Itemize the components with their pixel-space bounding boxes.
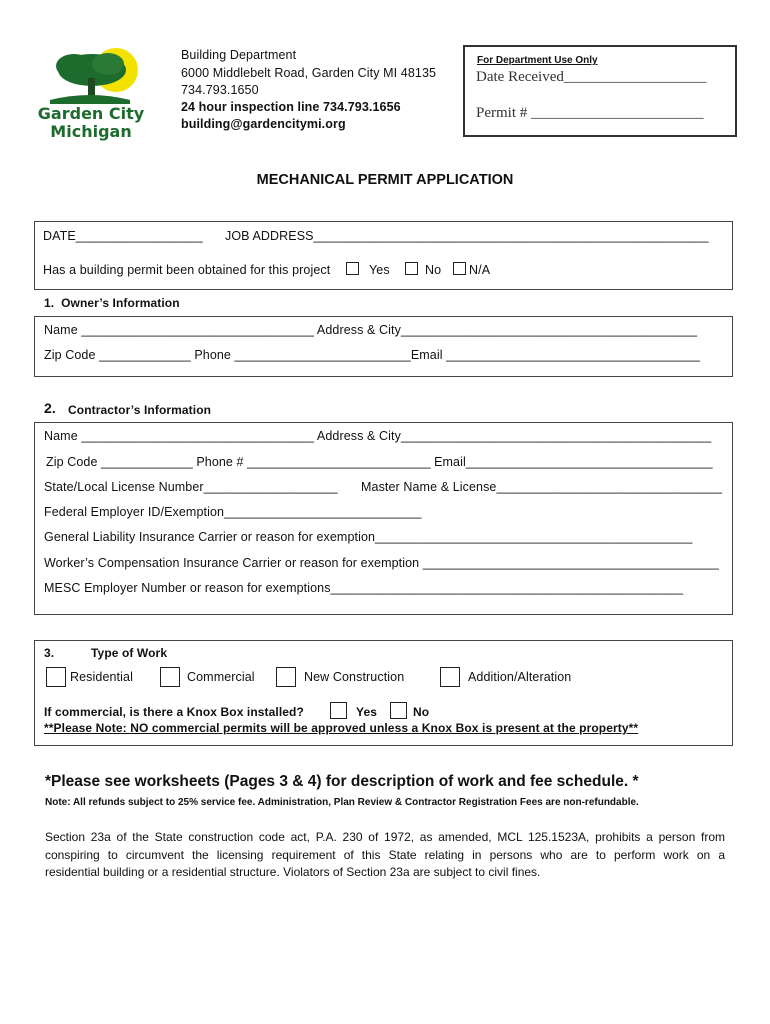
- permit-number-field[interactable]: Permit # _______________________: [476, 105, 704, 121]
- dept-use-title: For Department Use Only: [477, 55, 598, 66]
- work-heading: Type of Work: [91, 646, 168, 660]
- knox-yes-checkbox[interactable]: [330, 702, 347, 719]
- section-23a-line3: residential building or a residential structure. Violators of Section 23a are subject to civil fines.: [45, 865, 541, 879]
- permit-no-label: No: [425, 263, 442, 277]
- knox-no-checkbox[interactable]: [390, 702, 407, 719]
- contractor-name-field[interactable]: Name _________________________________ Address & City____________________________________________: [44, 429, 712, 443]
- garden-city-logo: [30, 46, 150, 144]
- date-field[interactable]: DATE__________________: [43, 229, 203, 243]
- license-number-field[interactable]: State/Local License Number___________________: [44, 480, 338, 494]
- date-received-field[interactable]: Date Received___________________: [476, 69, 707, 85]
- page-title: MECHANICAL PERMIT APPLICATION: [256, 172, 514, 188]
- permit-na-checkbox[interactable]: [453, 262, 466, 275]
- dept-address: 6000 Middlebelt Road, Garden City MI 48135: [181, 66, 437, 80]
- knox-box-note: **Please Note: NO commercial permits will be approved unless a Knox Box is present at the property**: [44, 721, 639, 735]
- knox-yes-label: Yes: [356, 705, 377, 719]
- knox-box-question: If commercial, is there a Knox Box installed?: [44, 705, 304, 719]
- new-construction-checkbox[interactable]: [276, 667, 296, 687]
- tree-sun-icon: [30, 46, 150, 106]
- federal-id-field[interactable]: Federal Employer ID/Exemption____________________________: [44, 505, 422, 519]
- section-23a-paragraph: [45, 829, 725, 882]
- mesc-employer-field[interactable]: MESC Employer Number or reason for exemptions__________________________________________________: [44, 581, 684, 595]
- refund-note: Note: All refunds subject to 25% service fee. Administration, Plan Review & Contractor Registration Fees are non-refundable.: [45, 797, 639, 808]
- commercial-label: Commercial: [187, 670, 255, 684]
- contractor-heading-number: 2.: [44, 400, 56, 416]
- permit-yes-checkbox[interactable]: [346, 262, 359, 275]
- permit-yes-label: Yes: [369, 263, 390, 277]
- commercial-checkbox[interactable]: [160, 667, 180, 687]
- residential-checkbox[interactable]: [46, 667, 66, 687]
- residential-label: Residential: [70, 670, 133, 684]
- logo-text-line1: Garden City: [37, 104, 145, 123]
- permit-no-checkbox[interactable]: [405, 262, 418, 275]
- workers-comp-field[interactable]: Worker’s Compensation Insurance Carrier or reason for exemption __________________________________________: [44, 556, 719, 570]
- dept-name: Building Department: [181, 48, 297, 62]
- dept-email: building@gardencitymi.org: [181, 117, 346, 131]
- work-heading-number: 3.: [44, 646, 55, 660]
- worksheets-note: *Please see worksheets (Pages 3 & 4) for description of work and fee schedule. *: [45, 773, 639, 790]
- owner-heading: 1. Owner’s Information: [44, 296, 180, 310]
- building-permit-question: Has a building permit been obtained for this project: [43, 263, 331, 277]
- owner-name-field[interactable]: Name _________________________________ Address & City__________________________________________: [44, 323, 698, 337]
- section-23a-line2: conspiring to circumvent the licensing requirement of this State relating in persons who are to perform work on a: [45, 847, 725, 862]
- contractor-zip-phone-email-field[interactable]: Zip Code _____________ Phone # __________________________ Email___________________________________: [46, 455, 713, 469]
- liability-insurance-field[interactable]: General Liability Insurance Carrier or reason for exemption_____________________________________________: [44, 530, 693, 544]
- contractor-heading: Contractor’s Information: [68, 403, 212, 417]
- logo-text-line2: Michigan: [50, 122, 132, 141]
- dept-phone: 734.793.1650: [181, 83, 259, 97]
- inspection-line: 24 hour inspection line 734.793.1656: [181, 100, 401, 114]
- new-construction-label: New Construction: [304, 670, 405, 684]
- job-address-field[interactable]: JOB ADDRESS________________________________________________________: [225, 229, 709, 243]
- owner-zip-phone-email-field[interactable]: Zip Code _____________ Phone _________________________Email ____________________________________: [44, 348, 701, 362]
- knox-no-label: No: [413, 705, 430, 719]
- department-use-box: [463, 45, 737, 137]
- master-name-field[interactable]: Master Name & License________________________________: [361, 480, 723, 494]
- addition-alteration-label: Addition/Alteration: [468, 670, 572, 684]
- addition-alteration-checkbox[interactable]: [440, 667, 460, 687]
- permit-na-label: N/A: [469, 263, 491, 277]
- section-23a-line1: Section 23a of the State construction code act, P.A. 230 of 1972, as amended, MCL 125.1523A, prohibits a person from: [45, 830, 725, 844]
